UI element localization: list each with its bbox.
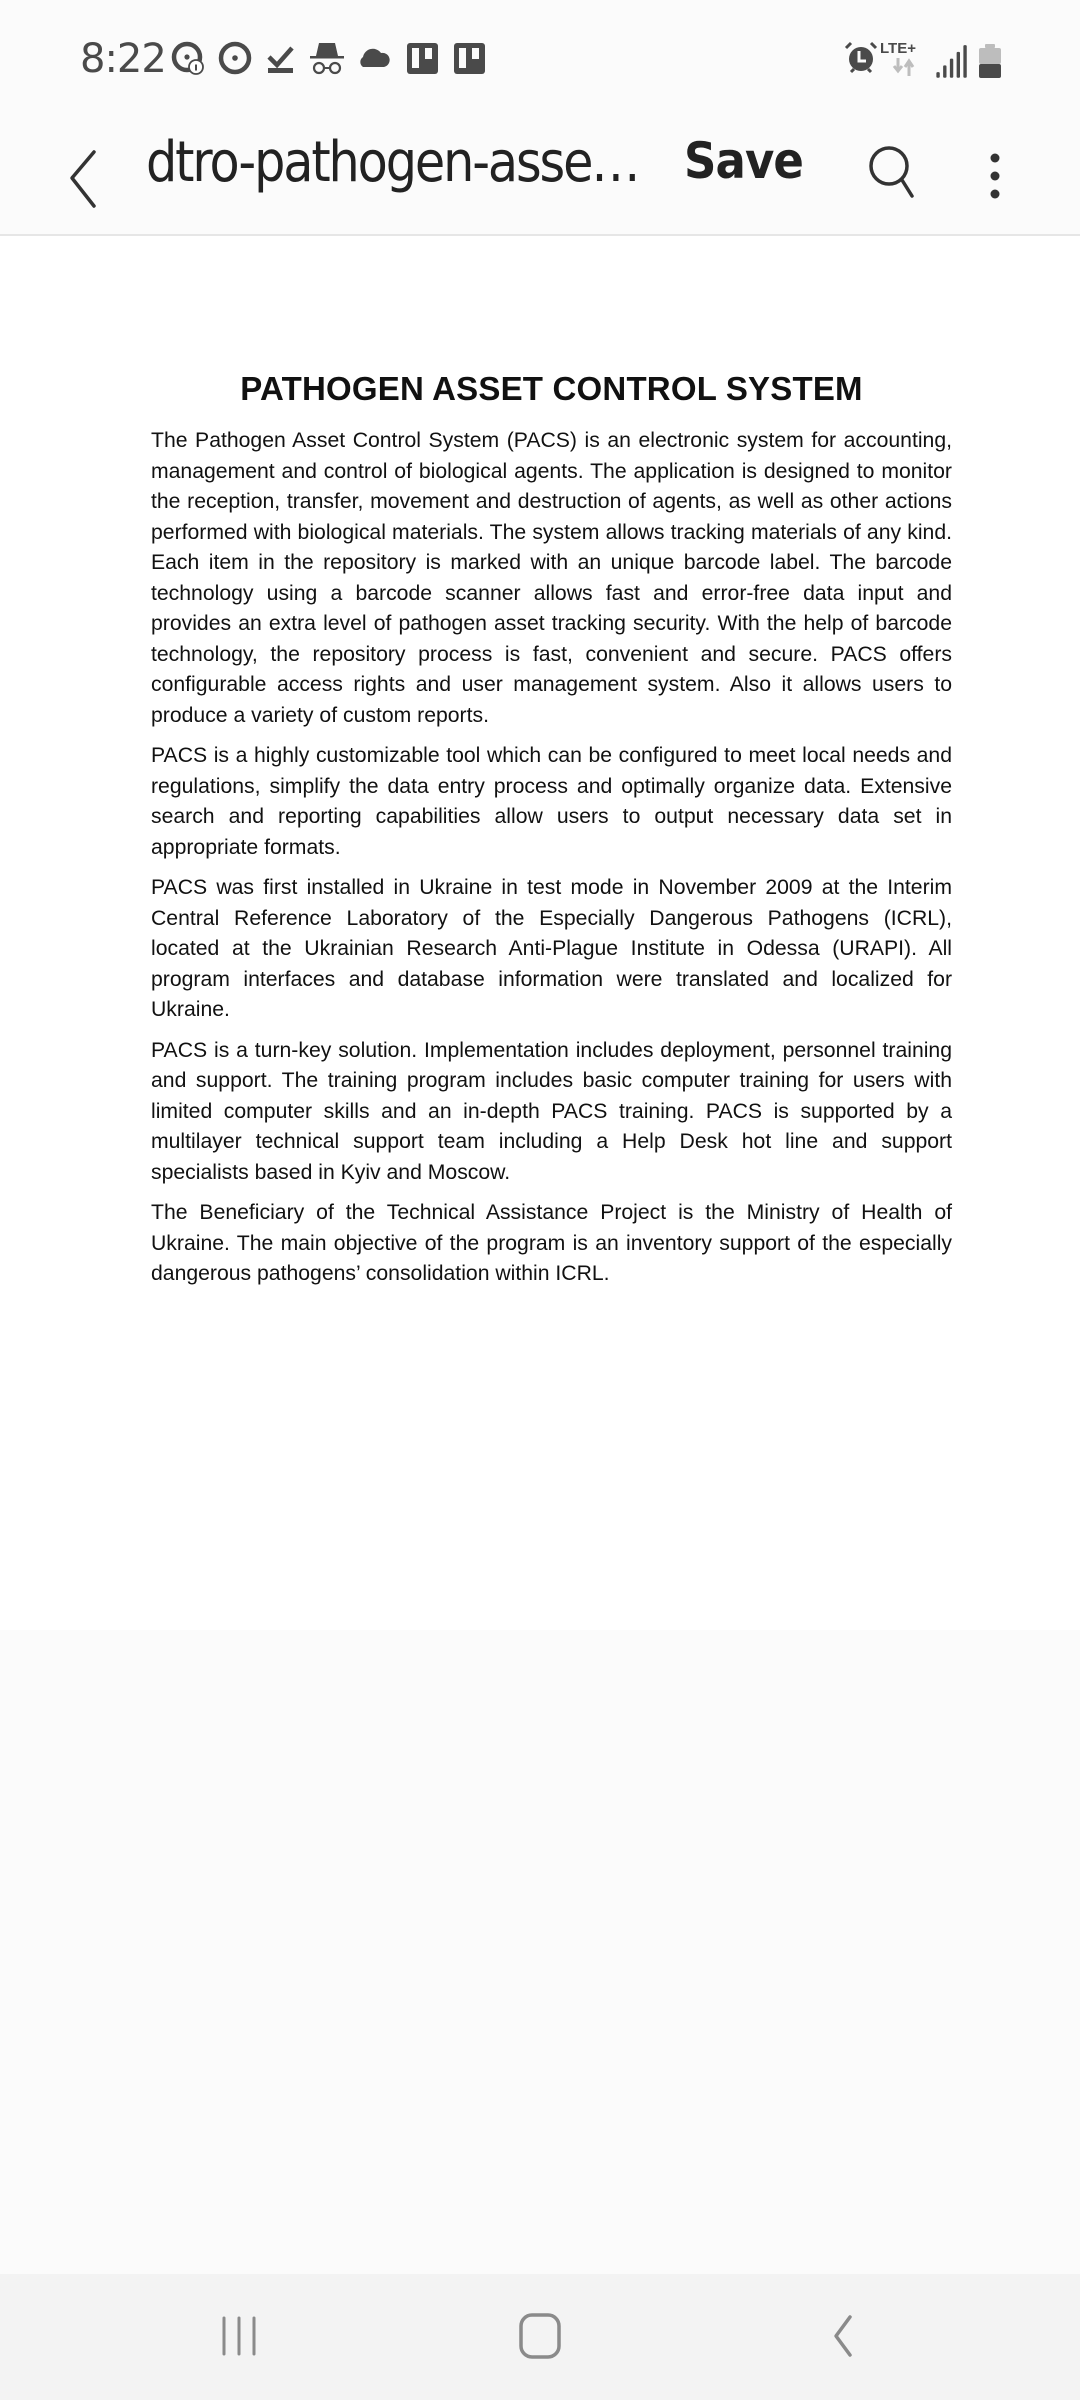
recents-icon[interactable]	[214, 2312, 264, 2360]
document-content	[151, 370, 952, 1300]
focus-info-icon	[170, 40, 206, 76]
document-title: dtro-pathogen-asse…	[146, 130, 639, 195]
alarm-icon	[843, 40, 879, 76]
trello-icon	[452, 40, 488, 76]
document-page[interactable]	[0, 236, 1080, 1630]
search-icon[interactable]	[862, 134, 922, 204]
paragraph: PACS is a turn-key solution. Implementation includes deployment, personnel training and support. The training program includes basic computer training for users with limited computer skills and an in-depth PACS training. PACS is supported by a multilayer technical support team including a Help Desk hot line and support specialists based in Kyiv and Moscow.	[151, 1038, 952, 1184]
download-done-icon	[263, 40, 299, 76]
incognito-icon	[309, 40, 345, 76]
cloud-icon	[355, 40, 391, 76]
focus-icon	[217, 40, 253, 76]
paragraph: PACS is a highly customizable tool which can be configured to meet local needs and regulations, simplify the data entry process and optimally organize data. Extensive search and reporting capabilities allow users to output necessary data set in appropriate formats.	[151, 744, 952, 859]
battery-icon	[978, 44, 1002, 78]
system-nav-bar	[0, 2274, 1080, 2400]
paragraph: PACS was first installed in Ukraine in test mode in November 2009 at the Interim Central Reference Laboratory of the Especially Dangerous Pathogens (ICRL), located at the Ukrainian Research Anti-Plague Institute in Odessa (URAPI). All program interfaces and database information were translated and localized for Ukraine.	[151, 876, 952, 1021]
app-bar	[0, 120, 1080, 236]
network-label: LTE+	[880, 40, 916, 57]
status-time: 8:22	[80, 36, 166, 82]
home-icon[interactable]	[516, 2312, 564, 2360]
paragraph: The Beneficiary of the Technical Assistance Project is the Ministry of Health of Ukraine. The main objective of the program is an inventory support of the especially dangerous pathogens’ consolidation within ICRL.	[151, 1201, 952, 1285]
save-button[interactable]: Save	[684, 132, 804, 190]
signal-icon	[933, 44, 969, 80]
status-bar	[0, 0, 1080, 120]
back-icon[interactable]	[820, 2312, 860, 2360]
more-vertical-icon[interactable]	[976, 134, 1014, 210]
document-heading: PATHOGEN ASSET CONTROL SYSTEM	[240, 370, 863, 407]
lte-data-icon	[880, 40, 926, 80]
trello-icon	[405, 40, 441, 76]
chevron-left-icon[interactable]	[60, 134, 110, 214]
paragraph: The Pathogen Asset Control System (PACS) is an electronic system for accounting, management and control of biological agents. The application is designed to monitor the reception, transfer, movement and destruction of agents, as well as other actions performed with biological materials. The system allows tracking materials of any kind. Each item in the repository is marked with an unique barcode label. The barcode technology using a barcode scanner allows fast and error-free data input and provides an extra level of pathogen asset tracking security. With the help of barcode technology, the repository process is fast, convenient and secure. PACS offers configurable access rights and user management system. Also it allows users to produce a variety of custom reports.	[151, 429, 952, 727]
